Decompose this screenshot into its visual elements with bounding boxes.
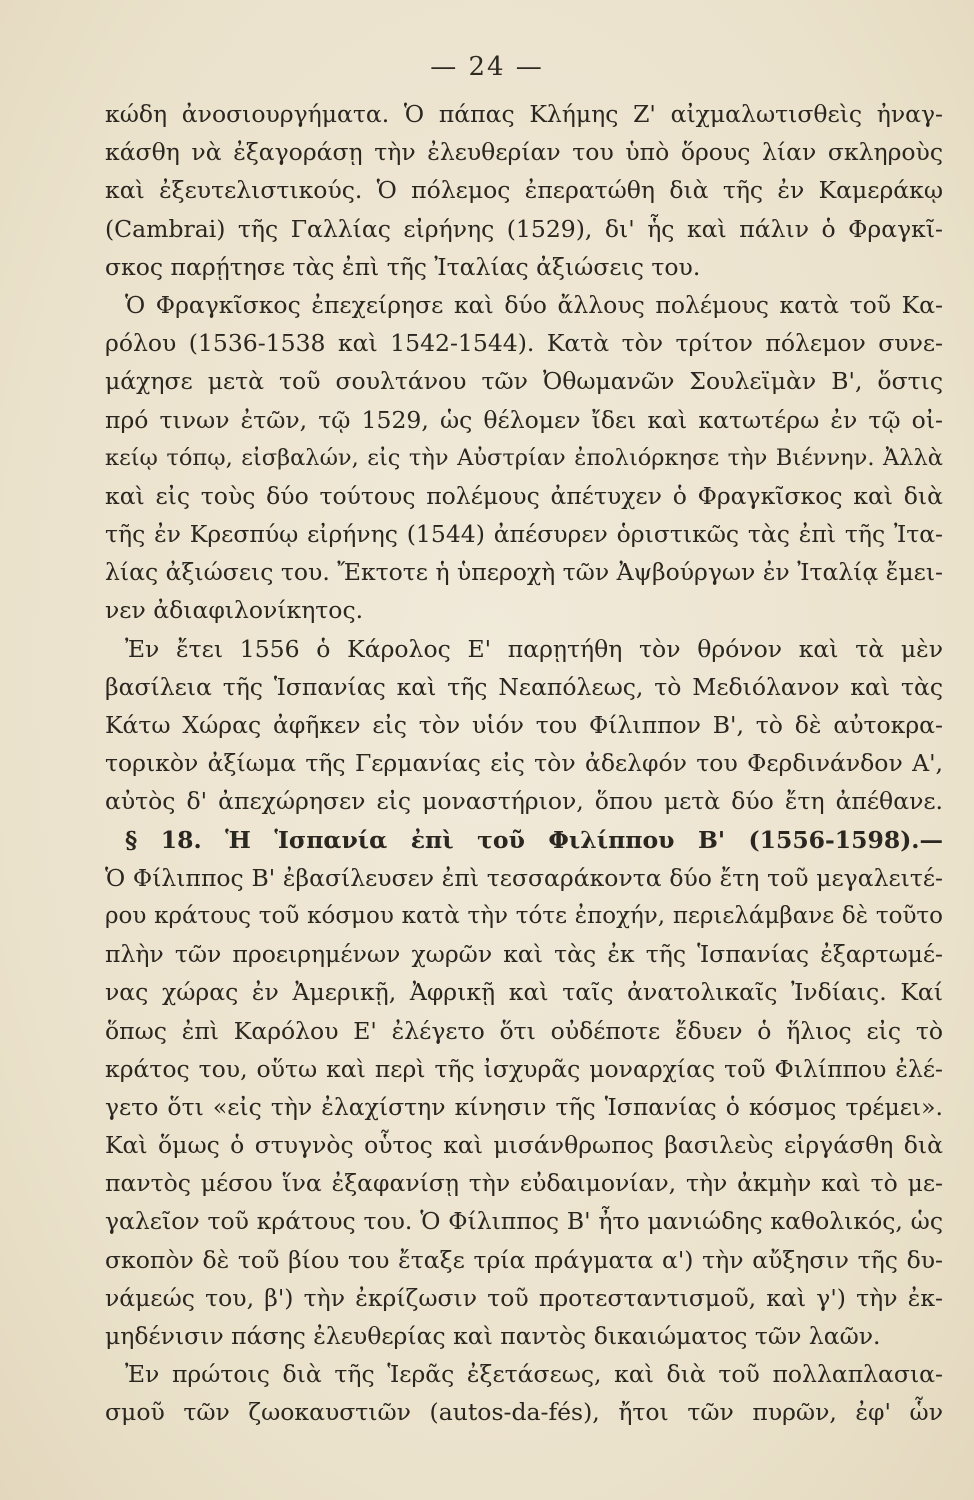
text-line: βασίλεια τῆς Ἱσπανίας καὶ τῆς Νεαπόλεως, τὸ Μεδιόλανον καὶ τὰς [105,672,943,701]
text-line: αὐτὸς δ' ἀπεχώρησεν εἰς μοναστήριον, ὅπου μετὰ δύο ἔτη ἀπέθανε. [105,787,943,816]
text-line: τορικὸν ἀξίωμα τῆς Γερμανίας εἰς τὸν ἀδελφόν του Φερδινάνδον Α', [105,749,943,778]
text-line: ρου κράτους τοῦ κόσμου κατὰ τὴν τότε ἐποχήν, περιελάμβανε δὲ τοῦτο [105,902,943,929]
text-line: Καὶ ὅμως ὁ στυγνὸς οὗτος καὶ μισάνθρωπος βασιλεὺς εἰργάσθη διὰ [105,1131,943,1160]
page-number: — 24 — [430,52,544,82]
text-line: Κάτω Χώρας ἀφῆκεν εἰς τὸν υἱόν του Φίλιππον Β', τὸ δὲ αὐτοκρα- [105,711,943,739]
text-line: λίας ἀξιώσεις του. Ἔκτοτε ἡ ὑπεροχὴ τῶν Ἀψβούργων ἐν Ἰταλίᾳ ἔμει- [105,558,943,587]
text-line: (Cambrai) τῆς Γαλλίας εἰρήνης (1529), δι' ἧς καὶ πάλιν ὁ Φραγκῖ- [105,214,943,243]
text-line: Ἐν ἔτει 1556 ὁ Κάρολος Ε' παρῃτήθη τὸν θρόνον καὶ τὰ μὲν [125,634,943,663]
text-line: παντὸς μέσου ἵνα ἐξαφανίσῃ τὴν εὐδαιμονίαν, τὴν ἀκμὴν καὶ τὸ με- [105,1169,943,1198]
text-line: σκοπὸν δὲ τοῦ βίου του ἔταξε τρία πράγματα α') τὴν αὔξησιν τῆς δυ- [105,1245,943,1274]
text-line: κώδη ἀνοσιουργήματα. Ὁ πάπας Κλήμης Ζ' αἰχμαλωτισθεὶς ἠναγ- [105,100,943,128]
text-line: γετο ὅτι «εἰς τὴν ἐλαχίστην κίνησιν τῆς Ἱσπανίας ὁ κόσμος τρέμει». [105,1092,943,1121]
text-line: καὶ εἰς τοὺς δύο τούτους πολέμους ἀπέτυχεν ὁ Φραγκῖσκος καὶ διὰ [105,481,943,510]
text-line: ρόλου (1536-1538 καὶ 1542-1544). Κατὰ τὸν τρίτον πόλεμον συνε- [105,329,943,358]
text-line: μάχησε μετὰ τοῦ σουλτάνου τῶν Ὀθωμανῶν Σουλεϊμὰν Β', ὅστις [105,367,943,396]
text-line: κράτος του, οὕτω καὶ περὶ τῆς ἰσχυρᾶς μοναρχίας τοῦ Φιλίππου ἐλέ- [105,1054,943,1083]
text-line: Ἐν πρώτοις διὰ τῆς Ἱερᾶς ἐξετάσεως, καὶ διὰ τοῦ πολλαπλασια- [125,1360,943,1389]
text-line: τῆς ἐν Κρεσπύῳ εἰρήνης (1544) ἀπέσυρεν ὁριστικῶς τὰς ἐπὶ τῆς Ἰτα- [105,520,943,549]
text-line: Ὁ Φραγκῖσκος ἐπεχείρησε καὶ δύο ἄλλους πολέμους κατὰ τοῦ Κα- [125,290,943,319]
text-line: μηδένισιν πάσης ἐλευθερίας καὶ παντὸς δικαιώματος τῶν λαῶν. [105,1322,881,1350]
text-line: Ὁ Φίλιππος Β' ἐβασίλευσεν ἐπὶ τεσσαράκοντα δύο ἔτη τοῦ μεγαλειτέ- [105,863,943,892]
text-line: ὅπως ἐπὶ Καρόλου Ε' ἐλέγετο ὅτι οὐδέποτε ἔδυεν ὁ ἥλιος εἰς τὸ [105,1016,943,1045]
text-line: σμοῦ τῶν ζωοκαυστιῶν (autos-da-fés), ἤτοι τῶν πυρῶν, ἐφ' ὧν [105,1398,943,1427]
text-line: σκος παρῄτησε τὰς ἐπὶ τῆς Ἰταλίας ἀξιώσεις του. [105,252,701,281]
section-heading: § 18. Ἡ Ἱσπανία ἐπὶ τοῦ Φιλίππου Β' (1556-1598).— [125,825,943,854]
text-line: καὶ ἐξευτελιστικούς. Ὁ πόλεμος ἐπερατώθη διὰ τῆς ἐν Καμεράκῳ [105,176,943,205]
text-line: κείῳ τόπῳ, εἰσβαλών, εἰς τὴν Αὐστρίαν ἐπολιόρκησε τὴν Βιέννην. Ἀλλὰ [105,444,943,471]
text-line: πρό τινων ἐτῶν, τῷ 1529, ὡς θέλομεν ἴδει καὶ κατωτέρω ἐν τῷ οἰ- [105,405,943,434]
text-line: νας χώρας ἐν Ἀμερικῇ, Ἀφρικῇ καὶ ταῖς ἀνατολικαῖς Ἰνδίαις. Καί [105,978,943,1007]
text-line: γαλεῖον τοῦ κράτους του. Ὁ Φίλιππος Β' ἦτο μανιώδης καθολικός, ὡς [105,1207,943,1236]
text-line: νάμεώς του, β') τὴν ἐκρίζωσιν τοῦ προτεσταντισμοῦ, καὶ γ') τὴν ἐκ- [105,1283,943,1312]
body-text [105,95,943,1432]
text-line: κάσθη νὰ ἐξαγοράσῃ τὴν ἐλευθερίαν του ὑπὸ ὅρους λίαν σκληροὺς [105,138,943,167]
text-line: νεν ἀδιαφιλονίκητος. [105,596,364,625]
text-line: πλὴν τῶν προειρημένων χωρῶν καὶ τὰς ἐκ τῆς Ἱσπανίας ἐξαρτωμέ- [105,940,943,969]
